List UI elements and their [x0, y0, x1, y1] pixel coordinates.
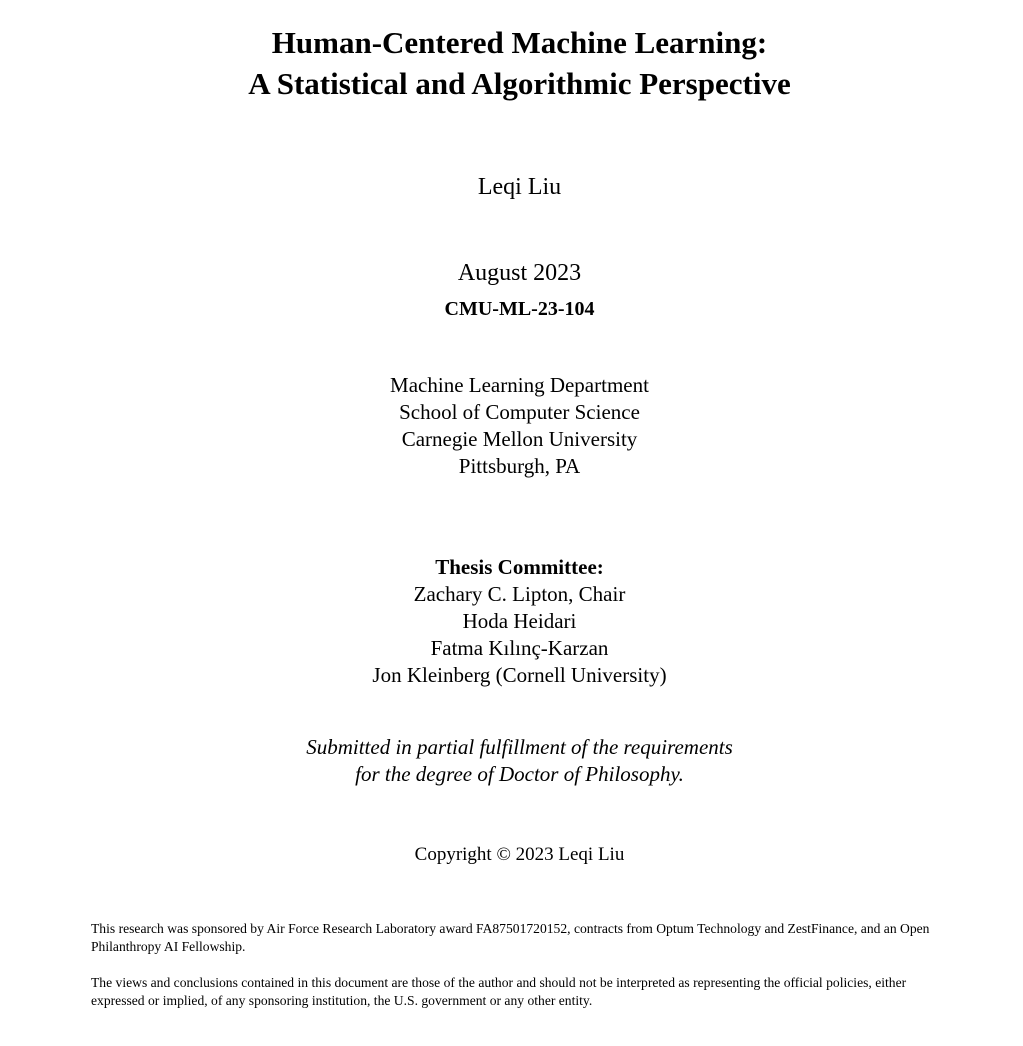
committee-member: Jon Kleinberg (Cornell University) [372, 663, 667, 687]
sponsorship-note: This research was sponsored by Air Force Research Laboratory award FA87501720152, contracts from Optum Technology and ZestFinance, and an Open Philanthropy AI Fellowship. [91, 921, 930, 954]
committee-heading: Thesis Committee: [435, 555, 604, 579]
report-number: CMU-ML-23-104 [444, 298, 595, 320]
title-line-1: Human-Centered Machine Learning: [271, 25, 768, 60]
author-name: Leqi Liu [477, 174, 562, 200]
thesis-committee [0, 554, 1023, 689]
copyright-notice: Copyright © 2023 Leqi Liu [414, 844, 625, 865]
committee-member: Zachary C. Lipton, Chair [413, 582, 626, 606]
affiliation-school: School of Computer Science [399, 400, 640, 424]
document-title [0, 22, 1023, 104]
affiliation-block [0, 372, 1023, 480]
committee-member: Hoda Heidari [462, 609, 577, 633]
affiliation-location: Pittsburgh, PA [458, 454, 581, 478]
committee-member: Fatma Kılınç-Karzan [430, 636, 609, 660]
submission-line-2: for the degree of Doctor of Philosophy. [355, 762, 684, 786]
submission-line-1: Submitted in partial fulfillment of the requirements [306, 735, 733, 759]
affiliation-department: Machine Learning Department [390, 373, 649, 397]
affiliation-university: Carnegie Mellon University [401, 427, 638, 451]
publication-date: August 2023 [457, 260, 582, 286]
disclaimer-note: The views and conclusions contained in this document are those of the author and should not be interpreted as representing the official policies, either expressed or implied, of any sponsoring institution, the U.S. government or any other entity. [91, 975, 907, 1008]
submission-statement [0, 734, 1023, 788]
title-line-2: A Statistical and Algorithmic Perspective [248, 66, 791, 101]
